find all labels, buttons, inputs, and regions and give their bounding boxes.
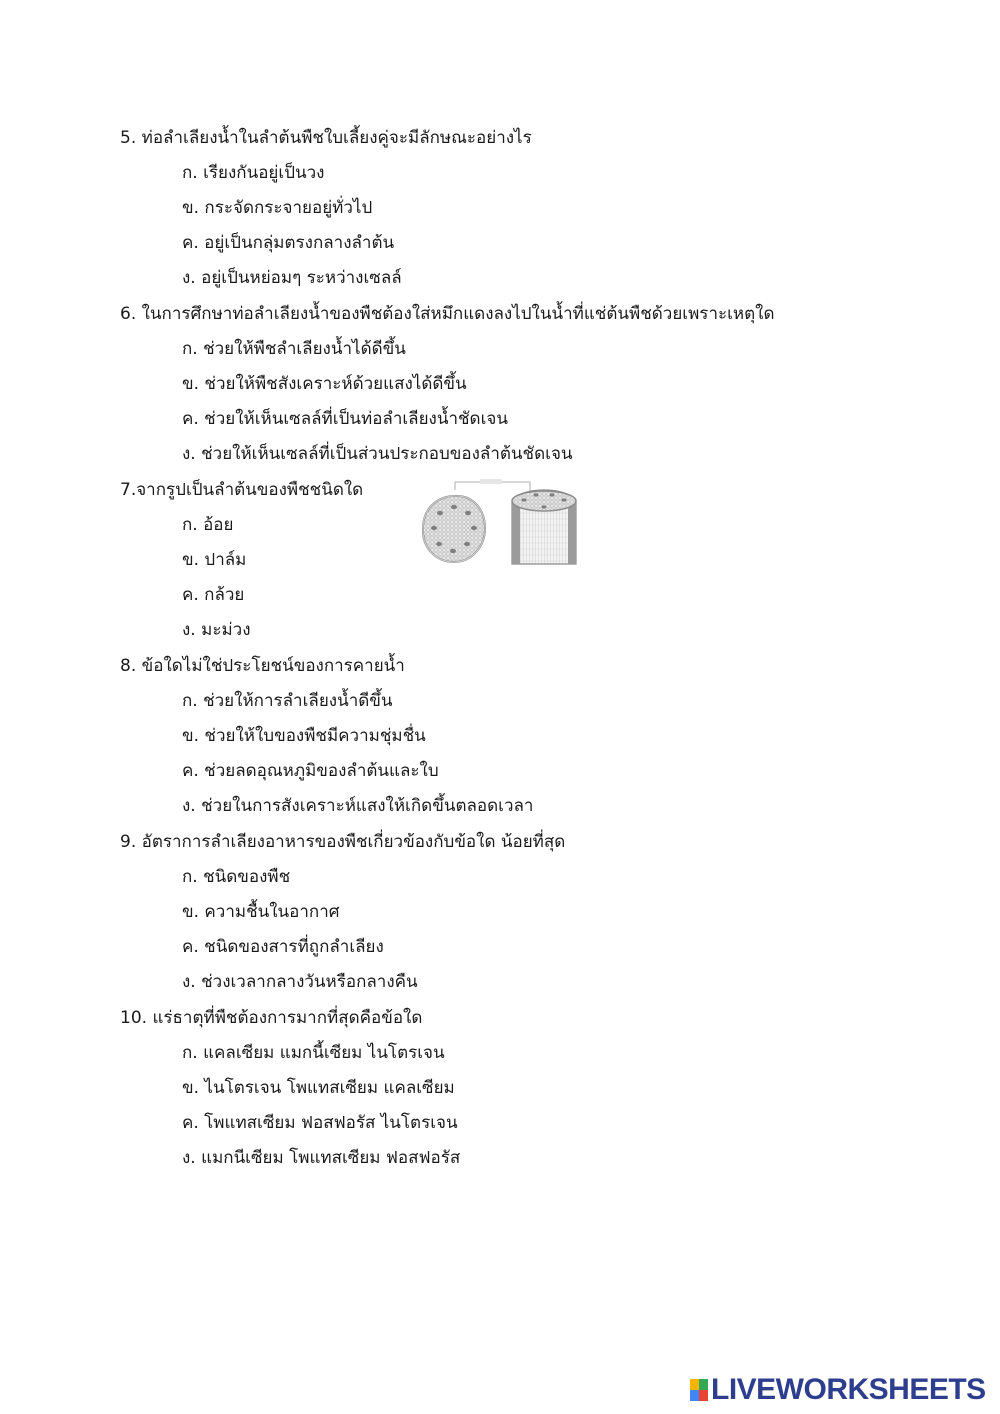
question-5-option-b[interactable]: ข. กระจัดกระจายอยู่ทั่วไป: [182, 198, 373, 218]
stem-cross-section-figure: [412, 474, 588, 570]
question-5-option-c[interactable]: ค. อยู่เป็นกลุ่มตรงกลางลำต้น: [182, 233, 395, 253]
liveworksheets-wordmark: LIVEWORKSHEETS: [711, 1373, 986, 1406]
question-10-option-a[interactable]: ก. แคลเซียม แมกนี้เซียม ไนโตรเจน: [182, 1043, 445, 1063]
question-8: 8. ข้อใดไม่ใช่ประโยชน์ของการคายน้ำ: [120, 656, 405, 676]
question-10: 10. แร่ธาตุที่พืชต้องการมากที่สุดคือข้อใด: [120, 1008, 423, 1028]
question-5-option-d[interactable]: ง. อยู่เป็นหย่อมๆ ระหว่างเซลล์: [182, 268, 402, 288]
stem-cross-section-icon: [412, 474, 588, 570]
question-6-option-a[interactable]: ก. ช่วยให้พืชลำเลียงน้ำได้ดีขึ้น: [182, 339, 406, 359]
brand-mark-cell: [690, 1379, 699, 1390]
question-10-option-c[interactable]: ค. โพแทสเซียม ฟอสฟอรัส ไนโตรเจน: [182, 1113, 458, 1133]
question-10-option-b[interactable]: ข. ไนโตรเจน โพแทสเซียม แคลเซียม: [182, 1078, 455, 1098]
question-8-option-d[interactable]: ง. ช่วยในการสังเคราะห์แสงให้เกิดขึ้นตลอดเวลา: [182, 796, 534, 816]
question-10-option-d[interactable]: ง. แมกนีเซียม โพแทสเซียม ฟอสฟอรัส: [182, 1148, 461, 1168]
liveworksheets-logo: [690, 1372, 986, 1408]
question-8-option-a[interactable]: ก. ช่วยให้การลำเลียงน้ำดีขึ้น: [182, 691, 393, 711]
question-9-option-c[interactable]: ค. ชนิดของสารที่ถูกลำเลียง: [182, 937, 384, 957]
question-7: 7.จากรูปเป็นลำต้นของพืชชนิดใด: [120, 480, 364, 500]
question-7-option-b[interactable]: ข. ปาล์ม: [182, 550, 247, 570]
liveworksheets-mark-icon: [690, 1379, 708, 1401]
question-6-option-b[interactable]: ข. ช่วยให้พืชสังเคราะห์ด้วยแสงได้ดีขึ้น: [182, 374, 467, 394]
question-5: 5. ท่อลำเลียงน้ำในลำต้นพืชใบเลี้ยงคู่จะมีลักษณะอย่างไร: [120, 128, 532, 148]
question-9-option-b[interactable]: ข. ความชื้นในอากาศ: [182, 902, 340, 922]
brand-mark-cell: [699, 1379, 708, 1390]
question-6: 6. ในการศึกษาท่อลำเลียงน้ำของพืชต้องใส่หมึกแดงลงไปในน้ำที่แช่ต้นพืชด้วยเพราะเหตุใด: [120, 304, 775, 324]
question-5-option-a[interactable]: ก. เรียงกันอยู่เป็นวง: [182, 163, 325, 183]
question-9-option-d[interactable]: ง. ช่วงเวลากลางวันหรือกลางคืน: [182, 972, 418, 992]
question-7-option-a[interactable]: ก. อ้อย: [182, 515, 234, 535]
brand-mark-cell: [699, 1390, 708, 1401]
question-6-option-c[interactable]: ค. ช่วยให้เห็นเซลล์ที่เป็นท่อลำเลียงน้ำชัดเจน: [182, 409, 508, 429]
question-7-option-d[interactable]: ง. มะม่วง: [182, 620, 251, 640]
question-8-option-b[interactable]: ข. ช่วยให้ใบของพืชมีความชุ่มชื่น: [182, 726, 426, 746]
question-8-option-c[interactable]: ค. ช่วยลดอุณหภูมิของลำต้นและใบ: [182, 761, 439, 781]
question-9-option-a[interactable]: ก. ชนิดของพืช: [182, 867, 291, 887]
question-7-option-c[interactable]: ค. กล้วย: [182, 585, 245, 605]
question-9: 9. อัตราการลำเลียงอาหารของพืชเกี่ยวข้องกับข้อใด น้อยที่สุด: [120, 832, 566, 852]
question-6-option-d[interactable]: ง. ช่วยให้เห็นเซลล์ที่เป็นส่วนประกอบของลำต้นชัดเจน: [182, 444, 573, 464]
brand-mark-cell: [690, 1390, 699, 1401]
